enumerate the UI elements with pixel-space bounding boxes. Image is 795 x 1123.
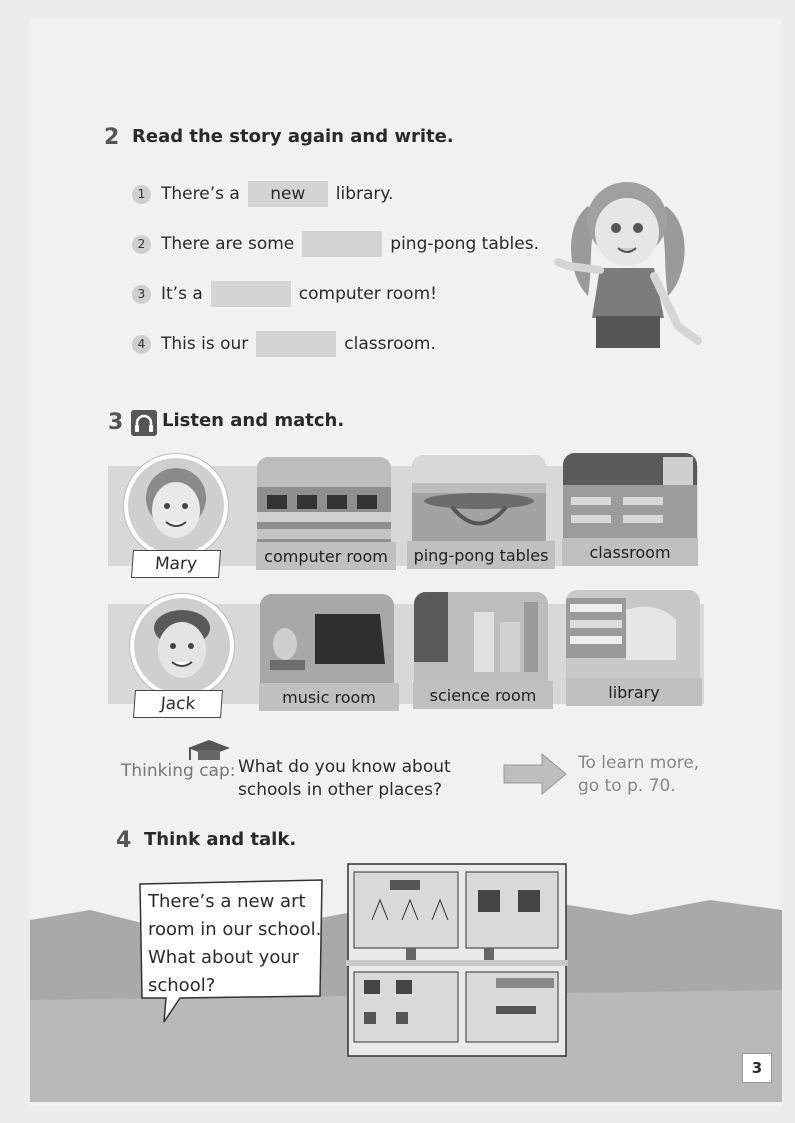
- music-room-photo: [260, 594, 394, 684]
- exercise-2-item-3: [132, 280, 437, 308]
- item-number: 1: [132, 185, 151, 204]
- answer-blank[interactable]: [302, 231, 382, 257]
- school-building-illustration: [346, 862, 568, 1058]
- answer-blank[interactable]: new: [248, 181, 328, 207]
- answer-blank[interactable]: [256, 331, 336, 357]
- thinking-cap-label: Thinking cap:: [121, 761, 236, 781]
- bubble-line-3: What about your: [148, 947, 300, 968]
- jack-portrait: [130, 594, 234, 698]
- page-number: 3: [742, 1053, 772, 1083]
- item-text-after: ping-pong tables.: [390, 234, 539, 254]
- classroom-photo: [563, 453, 697, 543]
- label-library[interactable]: library: [566, 678, 702, 706]
- exercise-4-number: 4: [116, 828, 132, 853]
- computer-room-photo: [257, 457, 391, 547]
- exercise-2-title: Read the story again and write.: [132, 126, 454, 147]
- thinking-cap-line-1: What do you know about: [238, 757, 451, 777]
- item-text-before: There’s a: [161, 184, 240, 204]
- bubble-line-4: school?: [148, 975, 216, 996]
- label-music-room[interactable]: music room: [259, 683, 399, 711]
- girl-illustration: [548, 176, 708, 352]
- jack-face-icon: [134, 598, 230, 694]
- exercise-2-number: 2: [104, 125, 120, 150]
- mary-face-icon: [128, 458, 224, 554]
- learn-more-line-2[interactable]: go to p. 70.: [578, 776, 676, 796]
- exercise-2-item-1: [132, 180, 393, 208]
- exercise-2-item-2: [132, 230, 539, 258]
- exercise-3-number: 3: [108, 410, 124, 435]
- label-computer-room[interactable]: computer room: [256, 542, 396, 570]
- learn-more-line-1[interactable]: To learn more,: [578, 753, 700, 773]
- headphones-icon: [131, 410, 157, 436]
- label-classroom[interactable]: classroom: [562, 538, 698, 566]
- answer-blank[interactable]: [211, 281, 291, 307]
- science-room-photo: [414, 592, 548, 682]
- mary-portrait: [124, 454, 228, 558]
- label-science-room[interactable]: science room: [413, 681, 553, 709]
- item-number: 4: [132, 335, 151, 354]
- item-number: 2: [132, 235, 151, 254]
- library-photo: [566, 590, 700, 680]
- name-tag-jack: Jack: [133, 690, 223, 718]
- exercise-4-title: Think and talk.: [144, 829, 297, 850]
- arrow-right-icon[interactable]: [502, 752, 568, 796]
- item-text-before: It’s a: [161, 284, 203, 304]
- bubble-line-2: room in our school.: [148, 919, 322, 940]
- item-text-after: computer room!: [298, 284, 437, 304]
- thinking-cap-line-2: schools in other places?: [238, 780, 442, 800]
- item-text-after: library.: [335, 184, 394, 204]
- name-tag-mary: Mary: [131, 550, 221, 578]
- item-number: 3: [132, 285, 151, 304]
- item-text-after: classroom.: [344, 334, 436, 354]
- label-ping-pong-tables[interactable]: ping-pong tables: [407, 541, 555, 569]
- ping-pong-tables-photo: [412, 455, 546, 545]
- exercise-2-item-4: [132, 330, 436, 358]
- bubble-line-1: There’s a new art: [148, 891, 306, 912]
- item-text-before: There are some: [161, 234, 295, 254]
- exercise-3-title: Listen and match.: [162, 410, 345, 431]
- item-text-before: This is our: [161, 334, 249, 354]
